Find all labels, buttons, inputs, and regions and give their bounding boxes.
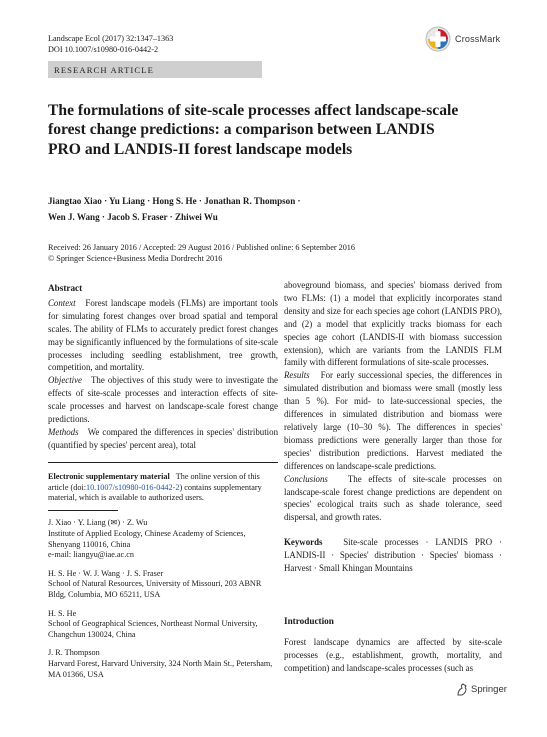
affiliation-address: School of Natural Resources, University of Missouri, 203 ABNR Bldg, Columbia, MO 65211, USA — [48, 579, 262, 599]
keywords-text: Site-scale processes · LANDIS PRO · LANDIS-II · Species' distribution · Species' biomass · Harvest · Small Khingan Mountains — [284, 537, 503, 574]
springer-label: Springer — [471, 684, 507, 695]
journal-doi: DOI 10.1007/s10980-016-0442-2 — [48, 44, 159, 54]
abstract-heading: Abstract — [48, 283, 83, 293]
affiliation-1 — [48, 518, 278, 560]
abstract-objective — [48, 374, 278, 426]
conclusions-text: The effects of site-scale processes on landscape-scale forest change predictions are dependent on species' ecological traits such as shade tolerance, seed dispersal, and growth rates. — [284, 473, 502, 523]
affiliation-4 — [48, 648, 278, 680]
keywords-label: Keywords — [284, 537, 323, 548]
context-text: Forest landscape models (FLMs) are important tools for simulating forest changes over broad spatial and temporal scales. The ability of FLMs to accurately predict forest changes may be significantly influenced by the formulations of site-scale processes including seedling establishment, tree growth, competition, and mortality. — [48, 297, 279, 373]
article-type: RESEARCH ARTICLE — [54, 65, 154, 75]
conclusions-label: Conclusions — [284, 473, 328, 484]
crossmark-icon — [425, 26, 451, 52]
authors-line-2: Wen J. Wang · Jacob S. Fraser · Zhiwei Wu — [48, 212, 218, 222]
results-label: Results — [284, 370, 310, 381]
esm-text-after: ) contains supplementary material, which is available to authorized users. — [48, 482, 262, 503]
abstract-left-column — [48, 282, 278, 452]
introduction-text: Forest landscape dynamics are affected by site-scale processes (e.g., establishment, growth, mortality, and competition) and landscape-scales processes (such as — [284, 636, 502, 673]
affiliation-address: Institute of Applied Ecology, Chinese Academy of Sciences, Shenyang 110016, China — [48, 528, 246, 549]
esm-text-before: The online version of this article (doi: — [48, 472, 260, 492]
journal-header — [48, 34, 173, 55]
springer-horse-icon — [456, 683, 468, 696]
keywords — [284, 536, 502, 575]
affiliation-names: H. S. He · W. J. Wang · J. S. Fraser — [48, 568, 164, 578]
copyright-line: © Springer Science+Business Media Dordrecht 2016 — [48, 253, 223, 263]
affiliation-address: School of Geographical Sciences, Northeast Normal University, Changchun 130024, China — [48, 619, 258, 639]
crossmark-label: CrossMark — [455, 34, 501, 44]
methods-text-left: We compared the differences in species' distribution (quantified by species' percent area), total — [48, 426, 279, 450]
objective-label: Objective — [48, 375, 83, 386]
abstract-methods — [48, 426, 278, 452]
results-text: For early successional species, the differences in simulated distribution and biomass were small (mostly less than 5 %). For mid- to late-successional species, the differences in simulated distribution and biomass were relatively large (10–30 %). The differences in species' biomass predictions were generally larger than those for species' distribution predictions. Harvest mediated the differences on landscape-scale predictions. — [284, 370, 503, 471]
abstract-context — [48, 297, 278, 374]
abstract-conclusions — [284, 473, 502, 525]
affiliation-divider — [48, 510, 118, 511]
esm-label: Electronic supplementary material — [48, 472, 170, 481]
objective-text: The objectives of this study were to investigate the effects of site-scale processes and interaction effects of site-scale processes and harvest on landscape-scale forest change predictions. — [48, 375, 278, 425]
article-title: The formulations of site-scale processes affect landscape-scale forest change predictions: a comparison between LANDIS PRO and LANDIS-II forest landscape models — [48, 102, 459, 158]
affiliation-names: J. R. Thompson — [48, 648, 100, 658]
abstract-right-column — [284, 279, 502, 675]
affiliation-2 — [48, 569, 278, 601]
received-accepted-dates: Received: 26 January 2016 / Accepted: 29 August 2016 / Published online: 6 September 2016 — [48, 243, 355, 252]
methods-text-right: aboveground biomass, and species' biomass derived from two FLMs: (1) a model that explicitly incorporates stand density and size for each species age cohort (LANDIS PRO), and (2) a model that explicitly tracks biomass for each species age cohort (LANDIS-II with biomass succession extension), which are variants from the LANDIS FLM family with different formulations of site-scale processes. — [284, 280, 502, 368]
crossmark-badge[interactable] — [425, 26, 500, 52]
affiliation-names: J. Xiao · Y. Liang (✉) · Z. Wu — [48, 518, 148, 528]
author-list — [48, 193, 448, 225]
introduction-heading: Introduction — [284, 615, 334, 626]
esm-doi-link[interactable]: 10.1007/s10980-016-0442-2 — [85, 482, 180, 492]
footnote-divider — [48, 462, 278, 463]
affiliation-email[interactable]: e-mail: liangyu@iae.ac.cn — [48, 550, 134, 560]
affiliation-names: H. S. He — [48, 608, 77, 618]
affiliation-3 — [48, 609, 278, 641]
context-label: Context — [48, 297, 76, 308]
esm-note — [48, 472, 278, 504]
springer-logo — [456, 683, 507, 696]
journal-citation: Landscape Ecol (2017) 32:1347–1363 — [48, 34, 174, 43]
methods-label: Methods — [48, 426, 79, 437]
article-type-banner — [48, 61, 262, 78]
affiliation-address: Harvard Forest, Harvard University, 324 North Main St., Petersham, MA 01366, USA — [48, 658, 273, 679]
authors-line-1: Jiangtao Xiao · Yu Liang · Hong S. He · Jonathan R. Thompson · — [48, 196, 301, 206]
abstract-results — [284, 369, 502, 472]
publication-dates — [48, 243, 488, 264]
footnotes — [48, 472, 278, 680]
